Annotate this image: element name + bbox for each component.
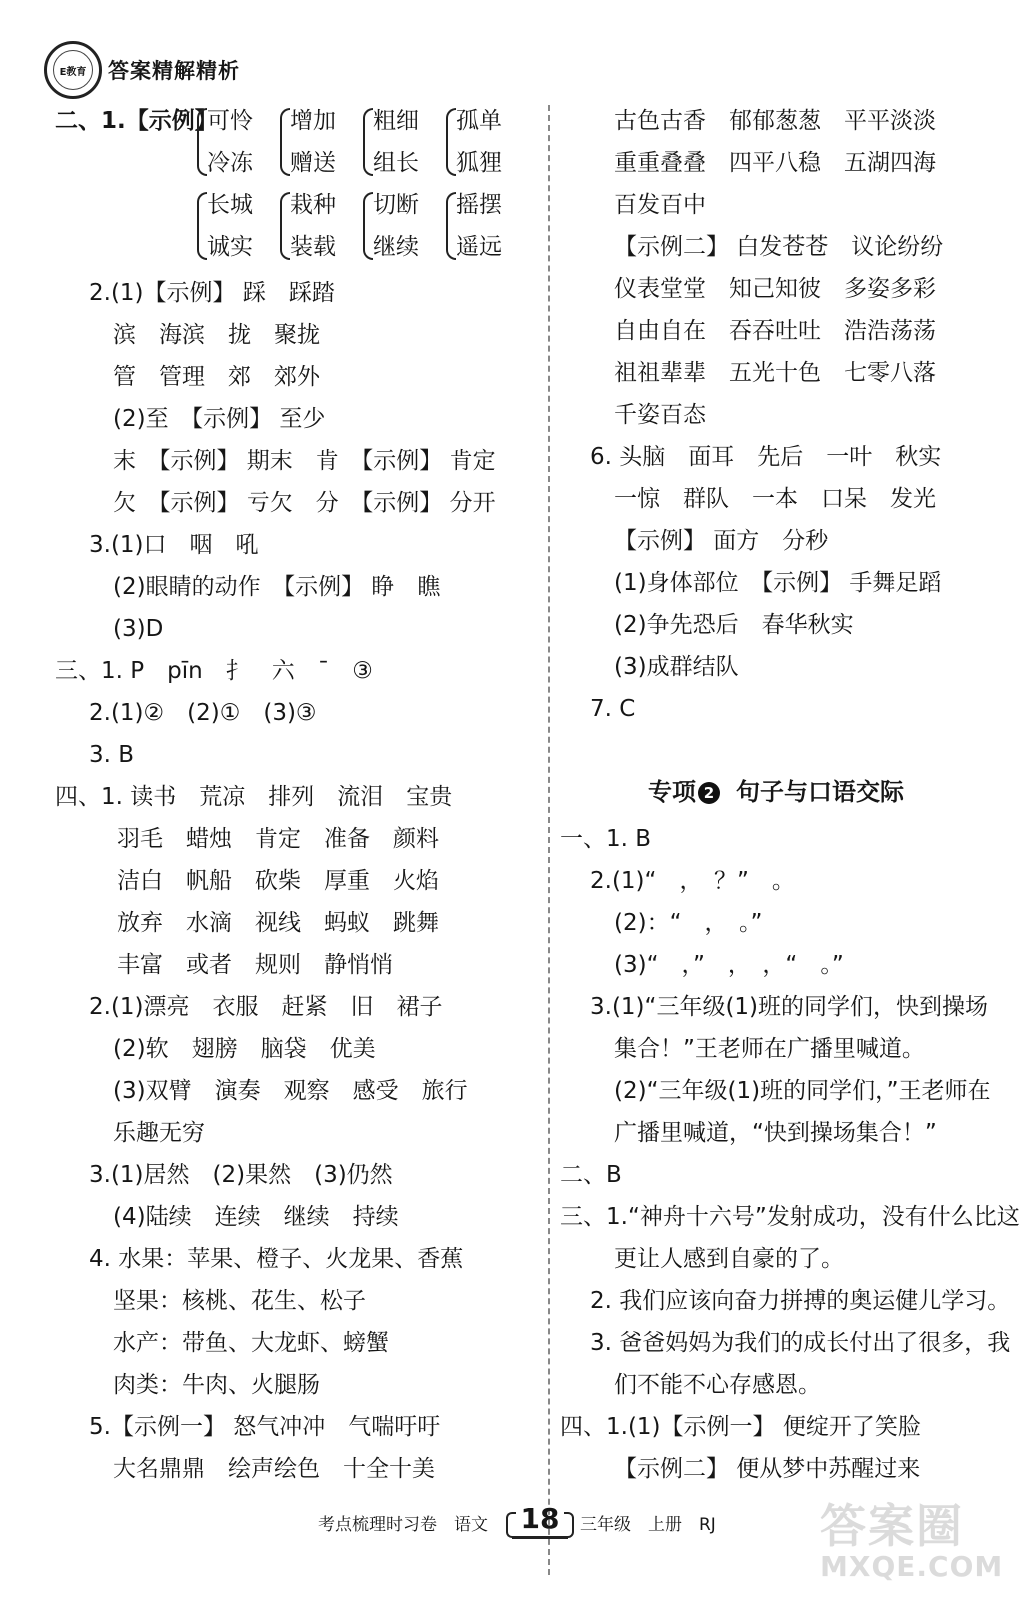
answer-line: 重重叠叠 四平八稳 五湖四海 xyxy=(614,150,936,176)
answer-line: 3.(1)口 咽 吼 xyxy=(89,532,259,558)
answer-line: 2.(1)“ ， ？” 。 xyxy=(590,868,795,894)
watermark xyxy=(820,1490,1020,1600)
brace-words xyxy=(290,100,336,184)
word: 狐狸 xyxy=(456,150,502,176)
answer-line: 一、1. B xyxy=(560,826,652,852)
brace-words xyxy=(207,184,253,268)
word: 遥远 xyxy=(456,234,502,260)
section-title-prefix: 专项 xyxy=(648,778,696,806)
section-title xyxy=(648,772,904,807)
answer-line: (2)：“ ， 。” xyxy=(614,910,763,936)
answer-line: 丰富 或者 规则 静悄悄 xyxy=(117,952,393,978)
word: 赠送 xyxy=(290,150,336,176)
answer-line: 乐趣无穷 xyxy=(113,1120,205,1146)
answer-line: (2)至 【示例】 至少 xyxy=(113,406,326,432)
answer-line: 三、1.“神舟十六号”发射成功，没有什么比这 xyxy=(560,1204,1020,1230)
brace-words xyxy=(373,100,419,184)
answer-line: 滨 海滨 拢 聚拢 xyxy=(113,322,320,348)
answer-line: 欠 【示例】 亏欠 分 【示例】 分开 xyxy=(113,490,496,516)
word: 孤单 xyxy=(456,108,502,134)
answer-line: 3.(1)居然 (2)果然 (3)仍然 xyxy=(89,1162,393,1188)
answer-line: 3.(1)“三年级(1)班的同学们，快到操场 xyxy=(590,994,989,1020)
word: 栽种 xyxy=(290,192,336,218)
answer-line: 三、1. P pīn 扌 六 ˉ ③ xyxy=(55,658,373,684)
answer-line: (1)身体部位 【示例】 手舞足蹈 xyxy=(614,570,942,596)
answer-line: 广播里喊道，“快到操场集合！” xyxy=(614,1120,937,1146)
s2-q1-label: 二、1.【示例】 xyxy=(55,108,218,134)
brace-words xyxy=(290,184,336,268)
answer-line: (3)D xyxy=(113,616,164,642)
brace-words xyxy=(456,184,502,268)
brace-mark xyxy=(446,192,456,260)
brace-mark xyxy=(280,108,290,176)
answer-line: (2)“三年级(1)班的同学们，”王老师在 xyxy=(614,1078,991,1104)
answer-line: (2)争先恐后 春华秋实 xyxy=(614,612,854,638)
answer-line: 【示例】 面方 分秒 xyxy=(614,528,829,554)
answer-line: 自由自在 吞吞吐吐 浩浩荡荡 xyxy=(614,318,936,344)
answer-line: 管 管理 郊 郊外 xyxy=(113,364,320,390)
answer-line: 千姿百态 xyxy=(614,402,706,428)
word: 可怜 xyxy=(207,108,253,134)
word: 组长 xyxy=(373,150,419,176)
answer-line: 2.(1)② (2)① (3)③ xyxy=(89,700,317,726)
word: 长城 xyxy=(207,192,253,218)
publisher-logo xyxy=(44,41,102,99)
brace-mark xyxy=(446,108,456,176)
brace-words xyxy=(207,100,253,184)
answer-line: 洁白 帆船 砍柴 厚重 火焰 xyxy=(117,868,439,894)
word: 装载 xyxy=(290,234,336,260)
answer-line: (3)成群结队 xyxy=(614,654,739,680)
answer-line: 3. 爸爸妈妈为我们的成长付出了很多，我 xyxy=(590,1330,1011,1356)
answer-line: 仪表堂堂 知己知彼 多姿多彩 xyxy=(614,276,936,302)
section-title-text: 句子与口语交际 xyxy=(736,778,904,806)
logo-text: E教育 xyxy=(59,66,87,78)
watermark-bottom: MXQE.COM xyxy=(820,1550,1004,1583)
answer-line: 【示例二】 白发苍苍 议论纷纷 xyxy=(614,234,944,260)
answer-line: (3)双臂 演奏 观察 感受 旅行 xyxy=(113,1078,468,1104)
answer-line: 四、1. 读书 荒凉 排列 流泪 宝贵 xyxy=(55,784,453,810)
answer-line: 【示例二】 便从梦中苏醒过来 xyxy=(614,1456,921,1482)
watermark-top: 答案圈 xyxy=(820,1499,964,1553)
answer-line: 更让人感到自豪的了。 xyxy=(614,1246,844,1272)
word: 冷冻 xyxy=(207,150,253,176)
answer-line: 2.(1)漂亮 衣服 赶紧 旧 裙子 xyxy=(89,994,443,1020)
word: 摇摆 xyxy=(456,192,502,218)
word: 诚实 xyxy=(207,234,253,260)
answer-line: 5.【示例一】 怒气冲冲 气喘吁吁 xyxy=(89,1414,441,1440)
brace-words xyxy=(373,184,419,268)
answer-line: 2. 我们应该向奋力拼搏的奥运健儿学习。 xyxy=(590,1288,1011,1314)
answer-line: 们不能不心存感恩。 xyxy=(614,1372,821,1398)
brace-mark xyxy=(197,108,207,176)
answer-line: 3. B xyxy=(89,742,135,768)
answer-line: (4)陆续 连续 继续 持续 xyxy=(113,1204,399,1230)
answer-line: 6. 头脑 面耳 先后 一叶 秋实 xyxy=(590,444,942,470)
answer-line: (2)眼睛的动作 【示例】 睁 瞧 xyxy=(113,574,441,600)
brace-words xyxy=(456,100,502,184)
answer-line: 水产：带鱼、大龙虾、螃蟹 xyxy=(113,1330,389,1356)
answer-line: 羽毛 蜡烛 肯定 准备 颜料 xyxy=(117,826,439,852)
answer-line: 一惊 群队 一本 口呆 发光 xyxy=(614,486,936,512)
footer-grade: 三年级 上册 RJ xyxy=(580,1515,716,1535)
word: 继续 xyxy=(373,234,419,260)
answer-line: 祖祖辈辈 五光十色 七零八落 xyxy=(614,360,936,386)
word: 切断 xyxy=(373,192,419,218)
header-title: 答案精解精析 xyxy=(108,59,240,83)
answer-line: 集合！”王老师在广播里喊道。 xyxy=(614,1036,925,1062)
page-header xyxy=(44,40,240,100)
footer-book-title: 考点梳理时习卷 语文 xyxy=(318,1515,488,1535)
answer-line: 百发百中 xyxy=(614,192,706,218)
answer-line: 古色古香 郁郁葱葱 平平淡淡 xyxy=(614,108,936,134)
brace-mark xyxy=(363,192,373,260)
answer-line: 二、B xyxy=(560,1162,622,1188)
answer-line: 肉类：牛肉、火腿肠 xyxy=(113,1372,320,1398)
answer-line: 放弃 水滴 视线 蚂蚁 跳舞 xyxy=(117,910,439,936)
section-number-badge: 2 xyxy=(698,782,720,804)
word: 增加 xyxy=(290,108,336,134)
answer-line: (2)软 翅膀 脑袋 优美 xyxy=(113,1036,376,1062)
page-number: 18 xyxy=(512,1502,568,1539)
answer-line: (3)“ ，” ， ，“ 。” xyxy=(614,952,844,978)
answer-line: 4. 水果：苹果、橙子、火龙果、香蕉 xyxy=(89,1246,464,1272)
answer-line: 7. C xyxy=(590,696,636,722)
answer-line: 坚果：核桃、花生、松子 xyxy=(113,1288,366,1314)
brace-mark xyxy=(197,192,207,260)
brace-mark xyxy=(363,108,373,176)
answer-line: 2.(1)【示例】 踩 踩踏 xyxy=(89,280,335,306)
word: 粗细 xyxy=(373,108,419,134)
column-divider xyxy=(548,105,550,1575)
answer-line: 末 【示例】 期末 肯 【示例】 肯定 xyxy=(113,448,496,474)
answer-line: 四、1.(1)【示例一】 便绽开了笑脸 xyxy=(560,1414,921,1440)
answer-line: 大名鼎鼎 绘声绘色 十全十美 xyxy=(113,1456,435,1482)
brace-mark xyxy=(280,192,290,260)
